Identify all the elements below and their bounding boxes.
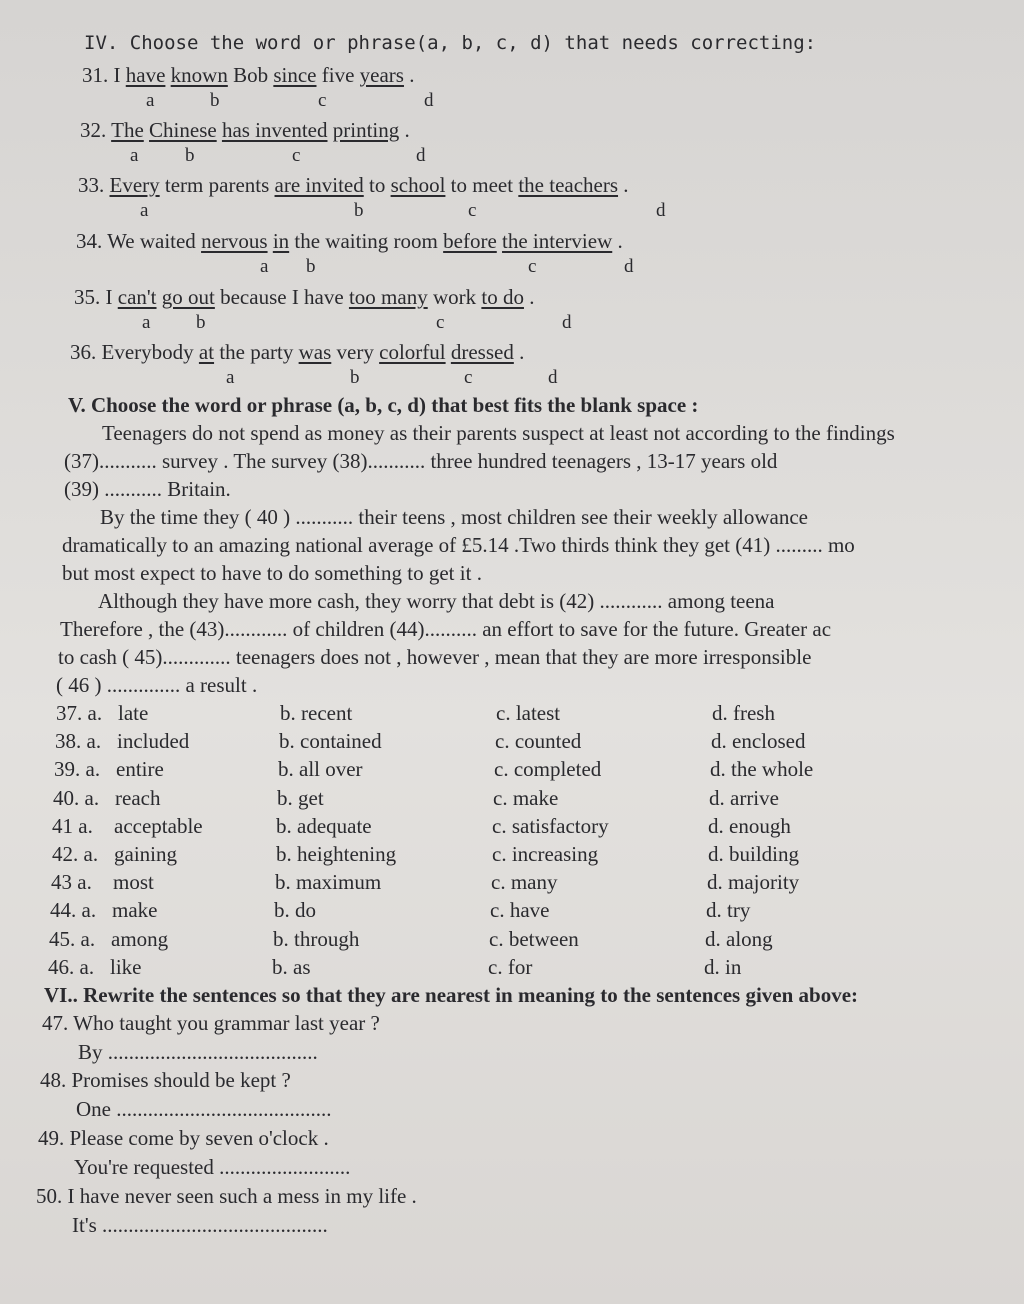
- sentence-text: .: [399, 118, 410, 142]
- option-c[interactable]: c. for: [488, 955, 533, 979]
- option-a[interactable]: most: [113, 870, 154, 894]
- question-number: 32.: [80, 118, 112, 142]
- section-5-heading: V. Choose the word or phrase (a, b, c, d) that best fits the blank space :: [68, 393, 699, 417]
- choice-letter[interactable]: b: [210, 90, 220, 111]
- option-d[interactable]: d. majority: [707, 870, 800, 894]
- choice-letter[interactable]: d: [624, 256, 634, 277]
- option-a[interactable]: late: [118, 701, 149, 725]
- sentence-text: Bob: [227, 63, 274, 87]
- choice-letter[interactable]: d: [424, 90, 434, 111]
- underlined-phrase[interactable]: the teachers: [518, 173, 619, 197]
- sentence-text: I: [113, 63, 126, 87]
- section-4-heading: IV. Choose the word or phrase(a, b, c, d) that needs correcting:: [84, 32, 817, 54]
- sentence-text: .: [513, 340, 525, 364]
- sentence-text: the waiting room: [289, 229, 444, 253]
- option-d[interactable]: d. enough: [708, 814, 791, 838]
- passage-line: to cash ( 45)............. teenagers does not , however , mean that they are more irresponsible: [58, 645, 812, 669]
- choice-letter[interactable]: c: [436, 312, 445, 333]
- choice-letter[interactable]: c: [468, 200, 477, 221]
- option-d[interactable]: d. fresh: [712, 701, 775, 725]
- sentence-text: to meet: [445, 173, 519, 197]
- underlined-phrase[interactable]: nervous: [201, 229, 268, 253]
- option-number: 45. a.: [49, 927, 96, 951]
- underlined-phrase[interactable]: dressed: [450, 340, 514, 364]
- question-number: 33.: [78, 173, 110, 197]
- option-c[interactable]: c. between: [489, 927, 579, 951]
- rewrite-question: 47. Who taught you grammar last year ?: [42, 1011, 380, 1035]
- choice-letter[interactable]: c: [528, 256, 537, 277]
- sentence-text: five: [316, 63, 360, 87]
- passage-line: Therefore , the (43)............ of children (44).......... an effort to save for the future. Greater ac: [60, 617, 832, 641]
- choice-letter[interactable]: a: [260, 256, 269, 277]
- option-d[interactable]: d. the whole: [710, 757, 814, 781]
- option-d[interactable]: d. arrive: [709, 786, 779, 810]
- sentence-text: .: [618, 173, 629, 197]
- sentence-text: We waited: [107, 229, 202, 253]
- option-b[interactable]: b. get: [277, 786, 324, 810]
- rewrite-question: 50. I have never seen such a mess in my life .: [36, 1184, 417, 1208]
- question-number: 31.: [82, 63, 114, 87]
- choice-letter[interactable]: c: [464, 367, 473, 388]
- passage-line: Teenagers do not spend as money as their parents suspect at least not according to the findings: [102, 421, 895, 445]
- option-c[interactable]: c. many: [491, 870, 558, 894]
- underlined-phrase[interactable]: have: [125, 63, 166, 87]
- underlined-phrase[interactable]: since: [273, 63, 317, 87]
- option-a[interactable]: entire: [116, 757, 164, 781]
- error-sentence: [70, 339, 524, 365]
- passage-line: dramatically to an amazing national average of £5.14 .Two thirds think they get (41) ......... mo: [62, 533, 855, 557]
- option-c[interactable]: c. increasing: [492, 842, 599, 866]
- option-a[interactable]: acceptable: [114, 814, 203, 838]
- underlined-phrase[interactable]: the interview: [502, 229, 613, 253]
- option-b[interactable]: b. contained: [279, 729, 382, 753]
- underlined-phrase[interactable]: Chinese: [149, 118, 217, 142]
- choice-letter[interactable]: d: [562, 312, 572, 333]
- choice-letter[interactable]: b: [196, 312, 206, 333]
- sentence-text: term parents: [159, 173, 275, 197]
- choice-letter[interactable]: d: [416, 145, 426, 166]
- sentence-text: very: [331, 340, 380, 364]
- choice-letter[interactable]: c: [292, 145, 301, 166]
- error-sentence: [80, 117, 410, 143]
- rewrite-answer-line[interactable]: By ........................................: [78, 1040, 318, 1064]
- underlined-phrase[interactable]: was: [298, 340, 332, 364]
- option-c[interactable]: c. satisfactory: [492, 814, 609, 838]
- option-a[interactable]: make: [112, 898, 158, 922]
- passage-line: (39) ........... Britain.: [64, 477, 231, 501]
- option-a[interactable]: reach: [115, 786, 161, 810]
- option-d[interactable]: d. in: [704, 955, 742, 979]
- error-sentence: [74, 284, 534, 310]
- option-b[interactable]: b. recent: [280, 701, 353, 725]
- passage-line: (37)........... survey . The survey (38)........... three hundred teenagers , 13-17 years old: [64, 449, 778, 473]
- rewrite-question: 48. Promises should be kept ?: [40, 1068, 291, 1092]
- sentence-text: the party: [214, 340, 299, 364]
- option-number: 44. a.: [50, 898, 97, 922]
- option-number: 38. a.: [55, 729, 102, 753]
- option-c[interactable]: c. have: [490, 898, 550, 922]
- sentence-text: .: [612, 229, 623, 253]
- option-number: 39. a.: [54, 757, 101, 781]
- choice-letter[interactable]: a: [140, 200, 149, 221]
- choice-letter[interactable]: b: [350, 367, 360, 388]
- sentence-text: I: [105, 285, 118, 309]
- option-c[interactable]: c. counted: [495, 729, 582, 753]
- option-d[interactable]: d. building: [708, 842, 800, 866]
- underlined-phrase[interactable]: printing: [332, 118, 400, 142]
- sentence-text: .: [403, 63, 415, 87]
- option-b[interactable]: b. heightening: [276, 842, 397, 866]
- option-b[interactable]: b. all over: [278, 757, 363, 781]
- choice-letter[interactable]: b: [306, 256, 316, 277]
- option-c[interactable]: c. latest: [496, 701, 561, 725]
- underlined-phrase[interactable]: The: [111, 118, 144, 142]
- sentence-text: to: [363, 173, 391, 197]
- choice-letter[interactable]: a: [130, 145, 139, 166]
- error-sentence: [76, 228, 623, 254]
- rewrite-answer-line[interactable]: It's ...........................................: [72, 1213, 328, 1237]
- choice-letter[interactable]: d: [548, 367, 558, 388]
- error-sentence: [78, 172, 629, 198]
- passage-line: ( 46 ) .............. a result .: [56, 673, 258, 697]
- option-b[interactable]: b. adequate: [276, 814, 372, 838]
- question-number: 34.: [76, 229, 108, 253]
- rewrite-answer-line[interactable]: One .........................................: [76, 1097, 332, 1121]
- choice-letter[interactable]: b: [354, 200, 364, 221]
- underlined-phrase[interactable]: can't: [117, 285, 157, 309]
- option-d[interactable]: d. try: [706, 898, 751, 922]
- underlined-phrase[interactable]: known: [170, 63, 228, 87]
- option-b[interactable]: b. maximum: [275, 870, 382, 894]
- option-a[interactable]: included: [117, 729, 190, 753]
- option-a[interactable]: among: [111, 927, 169, 951]
- underlined-phrase[interactable]: in: [272, 229, 290, 253]
- option-c[interactable]: c. completed: [494, 757, 602, 781]
- option-a[interactable]: gaining: [114, 842, 177, 866]
- choice-letter[interactable]: c: [318, 90, 327, 111]
- question-number: 36.: [70, 340, 102, 364]
- underlined-phrase[interactable]: too many: [348, 285, 428, 309]
- choice-letter[interactable]: d: [656, 200, 666, 221]
- option-number: 41 a.: [52, 814, 93, 838]
- option-d[interactable]: d. along: [705, 927, 773, 951]
- underlined-phrase[interactable]: at: [198, 340, 215, 364]
- choice-letter[interactable]: b: [185, 145, 195, 166]
- underlined-phrase[interactable]: Every: [109, 173, 160, 197]
- option-d[interactable]: d. enclosed: [711, 729, 806, 753]
- underlined-phrase[interactable]: years: [359, 63, 404, 87]
- underlined-phrase[interactable]: go out: [161, 285, 215, 309]
- choice-letter[interactable]: a: [146, 90, 155, 111]
- underlined-phrase[interactable]: before: [443, 229, 497, 253]
- underlined-phrase[interactable]: school: [390, 173, 446, 197]
- passage-line: By the time they ( 40 ) ........... their teens , most children see their weekly allowance: [100, 505, 808, 529]
- passage-line: Although they have more cash, they worry that debt is (42) ............ among teena: [98, 589, 775, 613]
- option-number: 43 a.: [51, 870, 92, 894]
- option-c[interactable]: c. make: [493, 786, 559, 810]
- underlined-phrase[interactable]: to do: [481, 285, 524, 309]
- underlined-phrase[interactable]: are invited: [274, 173, 364, 197]
- underlined-phrase[interactable]: colorful: [379, 340, 446, 364]
- section-6-heading: VI.. Rewrite the sentences so that they are nearest in meaning to the sentences given above:: [44, 983, 859, 1007]
- underlined-phrase[interactable]: has invented: [221, 118, 328, 142]
- option-number: 40. a.: [53, 786, 100, 810]
- question-number: 35.: [74, 285, 106, 309]
- option-number: 42. a.: [52, 842, 99, 866]
- error-sentence: [82, 62, 414, 88]
- sentence-text: .: [523, 285, 535, 309]
- option-a[interactable]: like: [110, 955, 142, 979]
- sentence-text: work: [427, 285, 482, 309]
- option-b[interactable]: b. as: [272, 955, 311, 979]
- rewrite-answer-line[interactable]: You're requested .........................: [74, 1155, 351, 1179]
- choice-letter[interactable]: a: [142, 312, 151, 333]
- choice-letter[interactable]: a: [226, 367, 235, 388]
- sentence-text: Everybody: [101, 340, 199, 364]
- option-number: 46. a.: [48, 955, 95, 979]
- passage-line: but most expect to have to do something to get it .: [62, 561, 482, 585]
- option-number: 37. a.: [56, 701, 103, 725]
- option-b[interactable]: b. do: [274, 898, 316, 922]
- sentence-text: because I have: [214, 285, 349, 309]
- rewrite-question: 49. Please come by seven o'clock .: [38, 1126, 329, 1150]
- option-b[interactable]: b. through: [273, 927, 360, 951]
